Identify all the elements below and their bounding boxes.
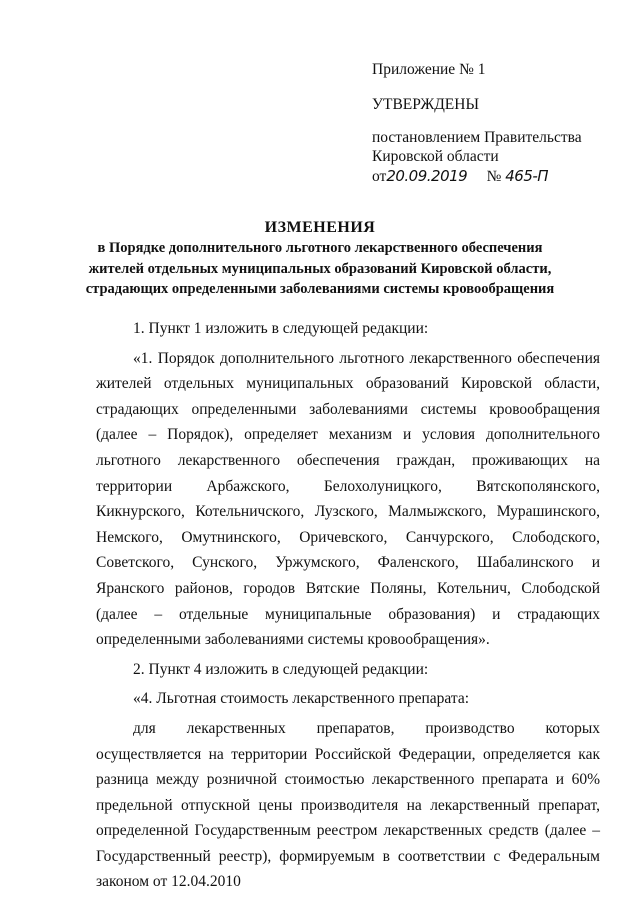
resolution-date-number xyxy=(372,166,548,187)
title-line-3: страдающих определенными заболеваниями системы кровообращения xyxy=(85,281,555,297)
resolution-line-2: Кировской области xyxy=(372,148,499,165)
paragraph-item-2: 2. Пункт 4 изложить в следующей редакции: xyxy=(133,660,429,678)
paragraph-item-4-heading: «4. Льготная стоимость лекарственного препарата: xyxy=(133,690,470,708)
title-heading: ИЗМЕНЕНИЯ xyxy=(264,219,376,236)
resolution-line-1: постановлением Правительства xyxy=(372,129,582,146)
handwritten-number: 465-П xyxy=(505,167,549,185)
approved-label: УТВЕРЖДЕНЫ xyxy=(372,96,479,113)
handwritten-date: 20.09.2019 xyxy=(386,167,468,185)
paragraph-item-1: 1. Пункт 1 изложить в следующей редакции: xyxy=(133,320,429,337)
title-line-2: жителей отдельных муниципальных образований Кировской области, xyxy=(88,260,552,277)
date-prefix: от xyxy=(372,168,387,185)
paragraph-item-4-text: для лекарственных препаратов, производство которых осуществляется на территории Российской Федерации, определяется как разница между розничной стоимостью лекарственного препарата и 60% предельной отпускной цены производителя на лекарственный препарат, определенной Государственным реестром лекарственных средств (далее – Государственный реестр), формируемым в соответствии с Федеральным законом от 12.04.2010 xyxy=(96,719,600,891)
number-prefix: № xyxy=(486,168,502,185)
appendix-label: Приложение № 1 xyxy=(372,61,486,78)
document-body xyxy=(96,316,600,895)
paragraph-item-1-text: «1. Порядок дополнительного льготного лекарственного обеспечения жителей отдельных муниципальных образований Кировской области, страдающих определенными заболеваниями системы кровообращения (далее – Порядок), определяет механизм и условия дополнительного льготного лекарственного обеспечения граждан, проживающих на территории Арбажского, Белохолуницкого, Вятскополянского, Кикнурского, Котельничского, Лузского, Малмыжского, Мурашинского, Немского, Омутнинского, Оричевского, Санчурского, Слободского, Советского, Сунского, Уржумского, Фаленского, Шабалинского и Яранского районов, городов Вятские Поляны, Котельнич, Слободской (далее – отдельные муниципальные образования) и страдающих определенными заболеваниями системы кровообращения». xyxy=(96,349,600,649)
title-line-1: в Порядке дополнительного льготного лекарственного обеспечения xyxy=(97,240,543,256)
document-title xyxy=(0,218,640,300)
